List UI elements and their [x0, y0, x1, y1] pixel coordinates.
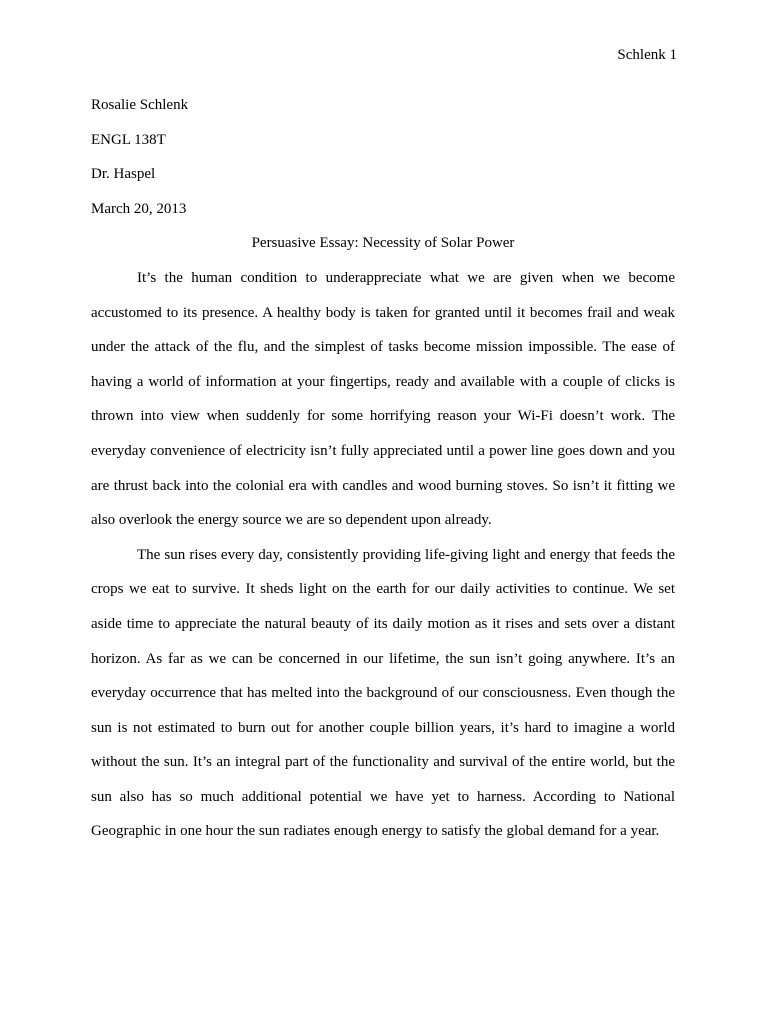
running-head: Schlenk 1 [617, 47, 677, 63]
paragraph-2: The sun rises every day, consistently providing life-giving light and energy that feeds the crops we eat to survive. It sheds light on the earth for our daily activities to continue. We set aside time to appreciate the natural beauty of its daily motion as it rises and sets over a distant horizon. As far as we can be concerned in our lifetime, the sun isn’t going anywhere. It’s an everyday occurrence that has melted into the background of our consciousness. Even though the sun is not estimated to burn out for another couple billion years, it’s hard to imagine a world without the sun. It’s an integral part of the functionality and survival of the entire world, but the sun also has so much additional potential we have yet to harness. According to National Geographic in one hour the sun radiates enough energy to satisfy the global demand for a year. [91, 546, 675, 840]
essay-title: Persuasive Essay: Necessity of Solar Power [251, 235, 515, 252]
essay-date: March 20, 2013 [91, 200, 187, 217]
course-code: ENGL 138T [91, 131, 166, 148]
author-name: Rosalie Schlenk [91, 97, 189, 113]
instructor-name: Dr. Haspel [91, 166, 156, 183]
paragraph-1: It’s the human condition to underappreciate what we are given when we become accustomed to its presence. A healthy body is taken for granted until it becomes frail and weak under the attack of the flu, and the simplest of tasks become mission impossible. The ease of having a world of information at your fingertips, ready and available with a couple of clicks is thrown into view when suddenly for some horrifying reason your Wi-Fi doesn’t work. The everyday convenience of electricity isn’t fully appreciated until a power line goes down and you are thrust back into the colonial era with candles and wood burning stoves. So isn’t it fitting we also overlook the energy source we are so dependent upon already. [91, 269, 675, 529]
essay-body [91, 88, 675, 849]
